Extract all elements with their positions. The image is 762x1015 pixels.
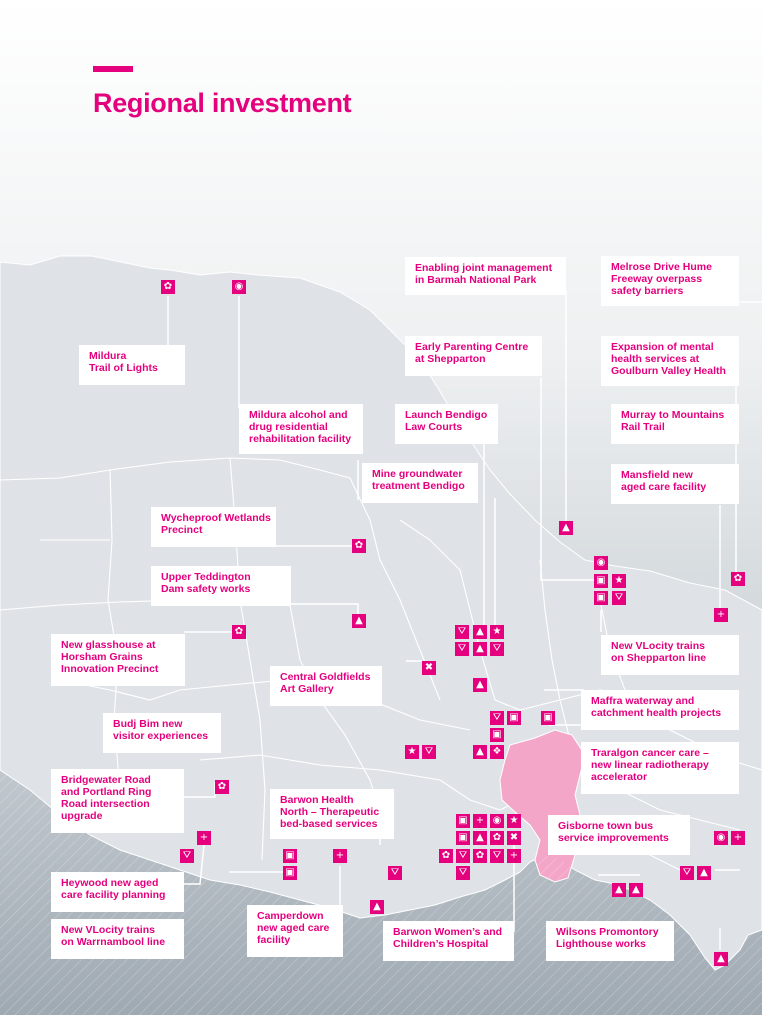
label-barwon-north	[270, 789, 394, 839]
camera-icon[interactable]: ◉	[232, 280, 246, 294]
tree-icon[interactable]: ▲	[612, 883, 626, 897]
label-line: Mine groundwater	[372, 468, 463, 480]
label-camperdown	[247, 905, 343, 957]
wrench-icon[interactable]: ✖	[422, 661, 436, 675]
label-mansfield	[611, 464, 739, 504]
star-icon[interactable]: ★	[405, 745, 419, 759]
tourism-icon[interactable]: ✿	[232, 625, 246, 639]
label-line: Precinct	[161, 524, 203, 536]
road-icon[interactable]: ⛛	[680, 866, 694, 880]
label-line: in Barmah National Park	[415, 274, 537, 286]
train-icon[interactable]: ▣	[541, 711, 555, 725]
camera-icon[interactable]: ◉	[594, 556, 608, 570]
tree-icon[interactable]: ▲	[559, 521, 573, 535]
label-line: Wilsons Promontory	[556, 926, 659, 938]
label-line: North – Therapeutic	[280, 806, 380, 818]
label-line: Rail Trail	[621, 421, 665, 433]
label-line: upgrade	[61, 810, 103, 822]
label-line: New VLocity trains	[61, 924, 155, 936]
label-barwon-womens	[383, 921, 514, 961]
label-line: Mansfield new	[621, 469, 693, 481]
label-line: aged care facility	[621, 481, 707, 493]
road-icon[interactable]: ⛛	[490, 642, 504, 656]
label-wycheproof	[151, 507, 276, 547]
road-icon[interactable]: ⛛	[388, 866, 402, 880]
label-line: Road intersection	[61, 798, 150, 810]
star-icon[interactable]: ★	[612, 574, 626, 588]
label-line: Camperdown	[257, 910, 324, 922]
label-line: Early Parenting Centre	[415, 341, 529, 353]
tree-icon[interactable]: ▲	[714, 952, 728, 966]
health-icon[interactable]: +	[197, 831, 211, 845]
label-line: Freeway overpass	[611, 273, 703, 285]
road-icon[interactable]: ⛛	[180, 849, 194, 863]
page-title: Regional investment	[93, 88, 352, 118]
tree-icon[interactable]: ▲	[473, 625, 487, 639]
label-line: new linear radiotherapy	[591, 759, 709, 771]
label-mildura-alcohol	[239, 404, 363, 454]
tree-icon[interactable]: ▲	[370, 900, 384, 914]
label-wilsons	[546, 921, 674, 961]
health-icon[interactable]: +	[507, 849, 521, 863]
label-early-parenting	[405, 336, 542, 376]
title-accent-bar	[93, 66, 133, 72]
label-groundwater	[362, 463, 478, 503]
train-icon[interactable]: ▣	[507, 711, 521, 725]
label-mildura-trail	[79, 345, 185, 385]
road-icon[interactable]: ⛛	[455, 625, 469, 639]
tree-icon[interactable]: ▲	[473, 642, 487, 656]
label-line: Goulburn Valley Health	[611, 365, 726, 377]
road-icon[interactable]: ⛛	[456, 849, 470, 863]
label-maffra	[581, 690, 739, 730]
label-line: Launch Bendigo	[405, 409, 488, 421]
label-line: Wycheproof Wetlands	[161, 512, 271, 524]
label-line: drug residential	[249, 421, 328, 433]
road-icon[interactable]: ⛛	[456, 866, 470, 880]
label-line: facility	[257, 934, 291, 946]
label-vlocity-warrnambool	[51, 919, 184, 959]
label-line: Bridgewater Road	[61, 774, 151, 786]
label-line: Art Gallery	[280, 683, 334, 695]
tourism-icon[interactable]: ✿	[215, 780, 229, 794]
label-mental-health	[601, 336, 739, 386]
tree-icon[interactable]: ▲	[352, 614, 366, 628]
tree-icon[interactable]: ▲	[697, 866, 711, 880]
tree-icon[interactable]: ▲	[473, 831, 487, 845]
label-gisborne	[548, 815, 690, 855]
health-icon[interactable]: +	[333, 849, 347, 863]
label-line: Barwon Women’s and	[393, 926, 503, 938]
label-barmah	[405, 257, 566, 295]
label-line: Gisborne town bus	[558, 820, 654, 832]
label-vlocity-shepparton	[601, 635, 739, 675]
label-line: Innovation Precinct	[61, 663, 159, 675]
health-icon[interactable]: +	[731, 831, 745, 845]
tree-icon[interactable]: ▲	[473, 745, 487, 759]
label-line: at Shepparton	[415, 353, 486, 365]
star-icon[interactable]: ★	[490, 625, 504, 639]
train-icon[interactable]: ▣	[594, 591, 608, 605]
tree-icon[interactable]: ▲	[629, 883, 643, 897]
label-line: Expansion of mental	[611, 341, 714, 353]
label-line: visitor experiences	[113, 730, 209, 742]
camera-icon[interactable]: ◉	[714, 831, 728, 845]
tourism-icon[interactable]: ✿	[439, 849, 453, 863]
label-line: Mildura alcohol and	[249, 409, 348, 421]
train-icon[interactable]: ▣	[490, 728, 504, 742]
label-bridgewater	[51, 769, 184, 833]
label-line: Enabling joint management	[415, 262, 553, 274]
tree-icon[interactable]: ▲	[473, 678, 487, 692]
label-line: health services at	[611, 353, 700, 365]
wrench-icon[interactable]: ✖	[507, 831, 521, 845]
label-melrose	[601, 256, 739, 306]
road-icon[interactable]: ⛛	[422, 745, 436, 759]
label-line: and Portland Ring	[61, 786, 152, 798]
label-line: Horsham Grains	[61, 651, 143, 663]
tourism-icon[interactable]: ✿	[352, 539, 366, 553]
label-line: bed-based services	[280, 818, 378, 830]
label-line: treatment Bendigo	[372, 480, 465, 492]
label-line: rehabilitation facility	[249, 433, 352, 445]
label-line: Barwon Health	[280, 794, 354, 806]
label-line: catchment health projects	[591, 707, 722, 719]
label-line: on Warrnambool line	[61, 936, 166, 948]
label-line: new aged care	[257, 922, 330, 934]
road-icon[interactable]: ⛛	[612, 591, 626, 605]
label-line: Law Courts	[405, 421, 463, 433]
star-icon[interactable]: ★	[507, 814, 521, 828]
label-line: service improvements	[558, 832, 669, 844]
label-line: Lighthouse works	[556, 938, 646, 950]
label-murray-rail	[611, 404, 739, 444]
label-line: care facility planning	[61, 889, 166, 901]
label-line: Murray to Mountains	[621, 409, 725, 421]
train-icon[interactable]: ▣	[456, 814, 470, 828]
label-glasshouse	[51, 634, 185, 686]
label-heywood	[51, 872, 184, 912]
label-line: Central Goldfields	[280, 671, 371, 683]
label-line: Heywood new aged	[61, 877, 159, 889]
tourism-icon[interactable]: ✿	[731, 572, 745, 586]
label-traralgon	[581, 742, 739, 794]
tourism-icon[interactable]: ✿	[473, 849, 487, 863]
health-icon[interactable]: +	[714, 608, 728, 622]
label-goldfields	[270, 666, 382, 706]
train-icon[interactable]: ▣	[283, 866, 297, 880]
train-icon[interactable]: ▣	[283, 849, 297, 863]
label-line: New glasshouse at	[61, 639, 156, 651]
train-icon[interactable]: ▣	[594, 574, 608, 588]
label-line: New VLocity trains	[611, 640, 705, 652]
label-line: Melrose Drive Hume	[611, 261, 712, 273]
label-budj-bim	[103, 713, 221, 753]
tourism-icon[interactable]: ✿	[490, 831, 504, 845]
label-line: Traralgon cancer care –	[591, 747, 709, 759]
label-line: Maffra waterway and	[591, 695, 695, 707]
label-line: accelerator	[591, 771, 648, 783]
tourism-icon[interactable]: ✿	[161, 280, 175, 294]
label-line: Mildura	[89, 350, 127, 362]
label-line: Trail of Lights	[89, 362, 158, 374]
label-line: Children’s Hospital	[393, 938, 489, 950]
train-icon[interactable]: ▣	[456, 831, 470, 845]
label-line: on Shepparton line	[611, 652, 707, 664]
label-line: safety barriers	[611, 285, 684, 297]
label-line: Dam safety works	[161, 583, 251, 595]
road-icon[interactable]: ⛛	[490, 849, 504, 863]
health-icon[interactable]: +	[473, 814, 487, 828]
road-icon[interactable]: ⛛	[455, 642, 469, 656]
label-line: Budj Bim new	[113, 718, 183, 730]
road-icon[interactable]: ⛛	[490, 711, 504, 725]
label-line: Upper Teddington	[161, 571, 251, 583]
camera-icon[interactable]: ◉	[490, 814, 504, 828]
education-icon[interactable]: ❖	[490, 745, 504, 759]
label-bendigo-courts	[395, 404, 498, 444]
label-teddington	[151, 566, 291, 606]
